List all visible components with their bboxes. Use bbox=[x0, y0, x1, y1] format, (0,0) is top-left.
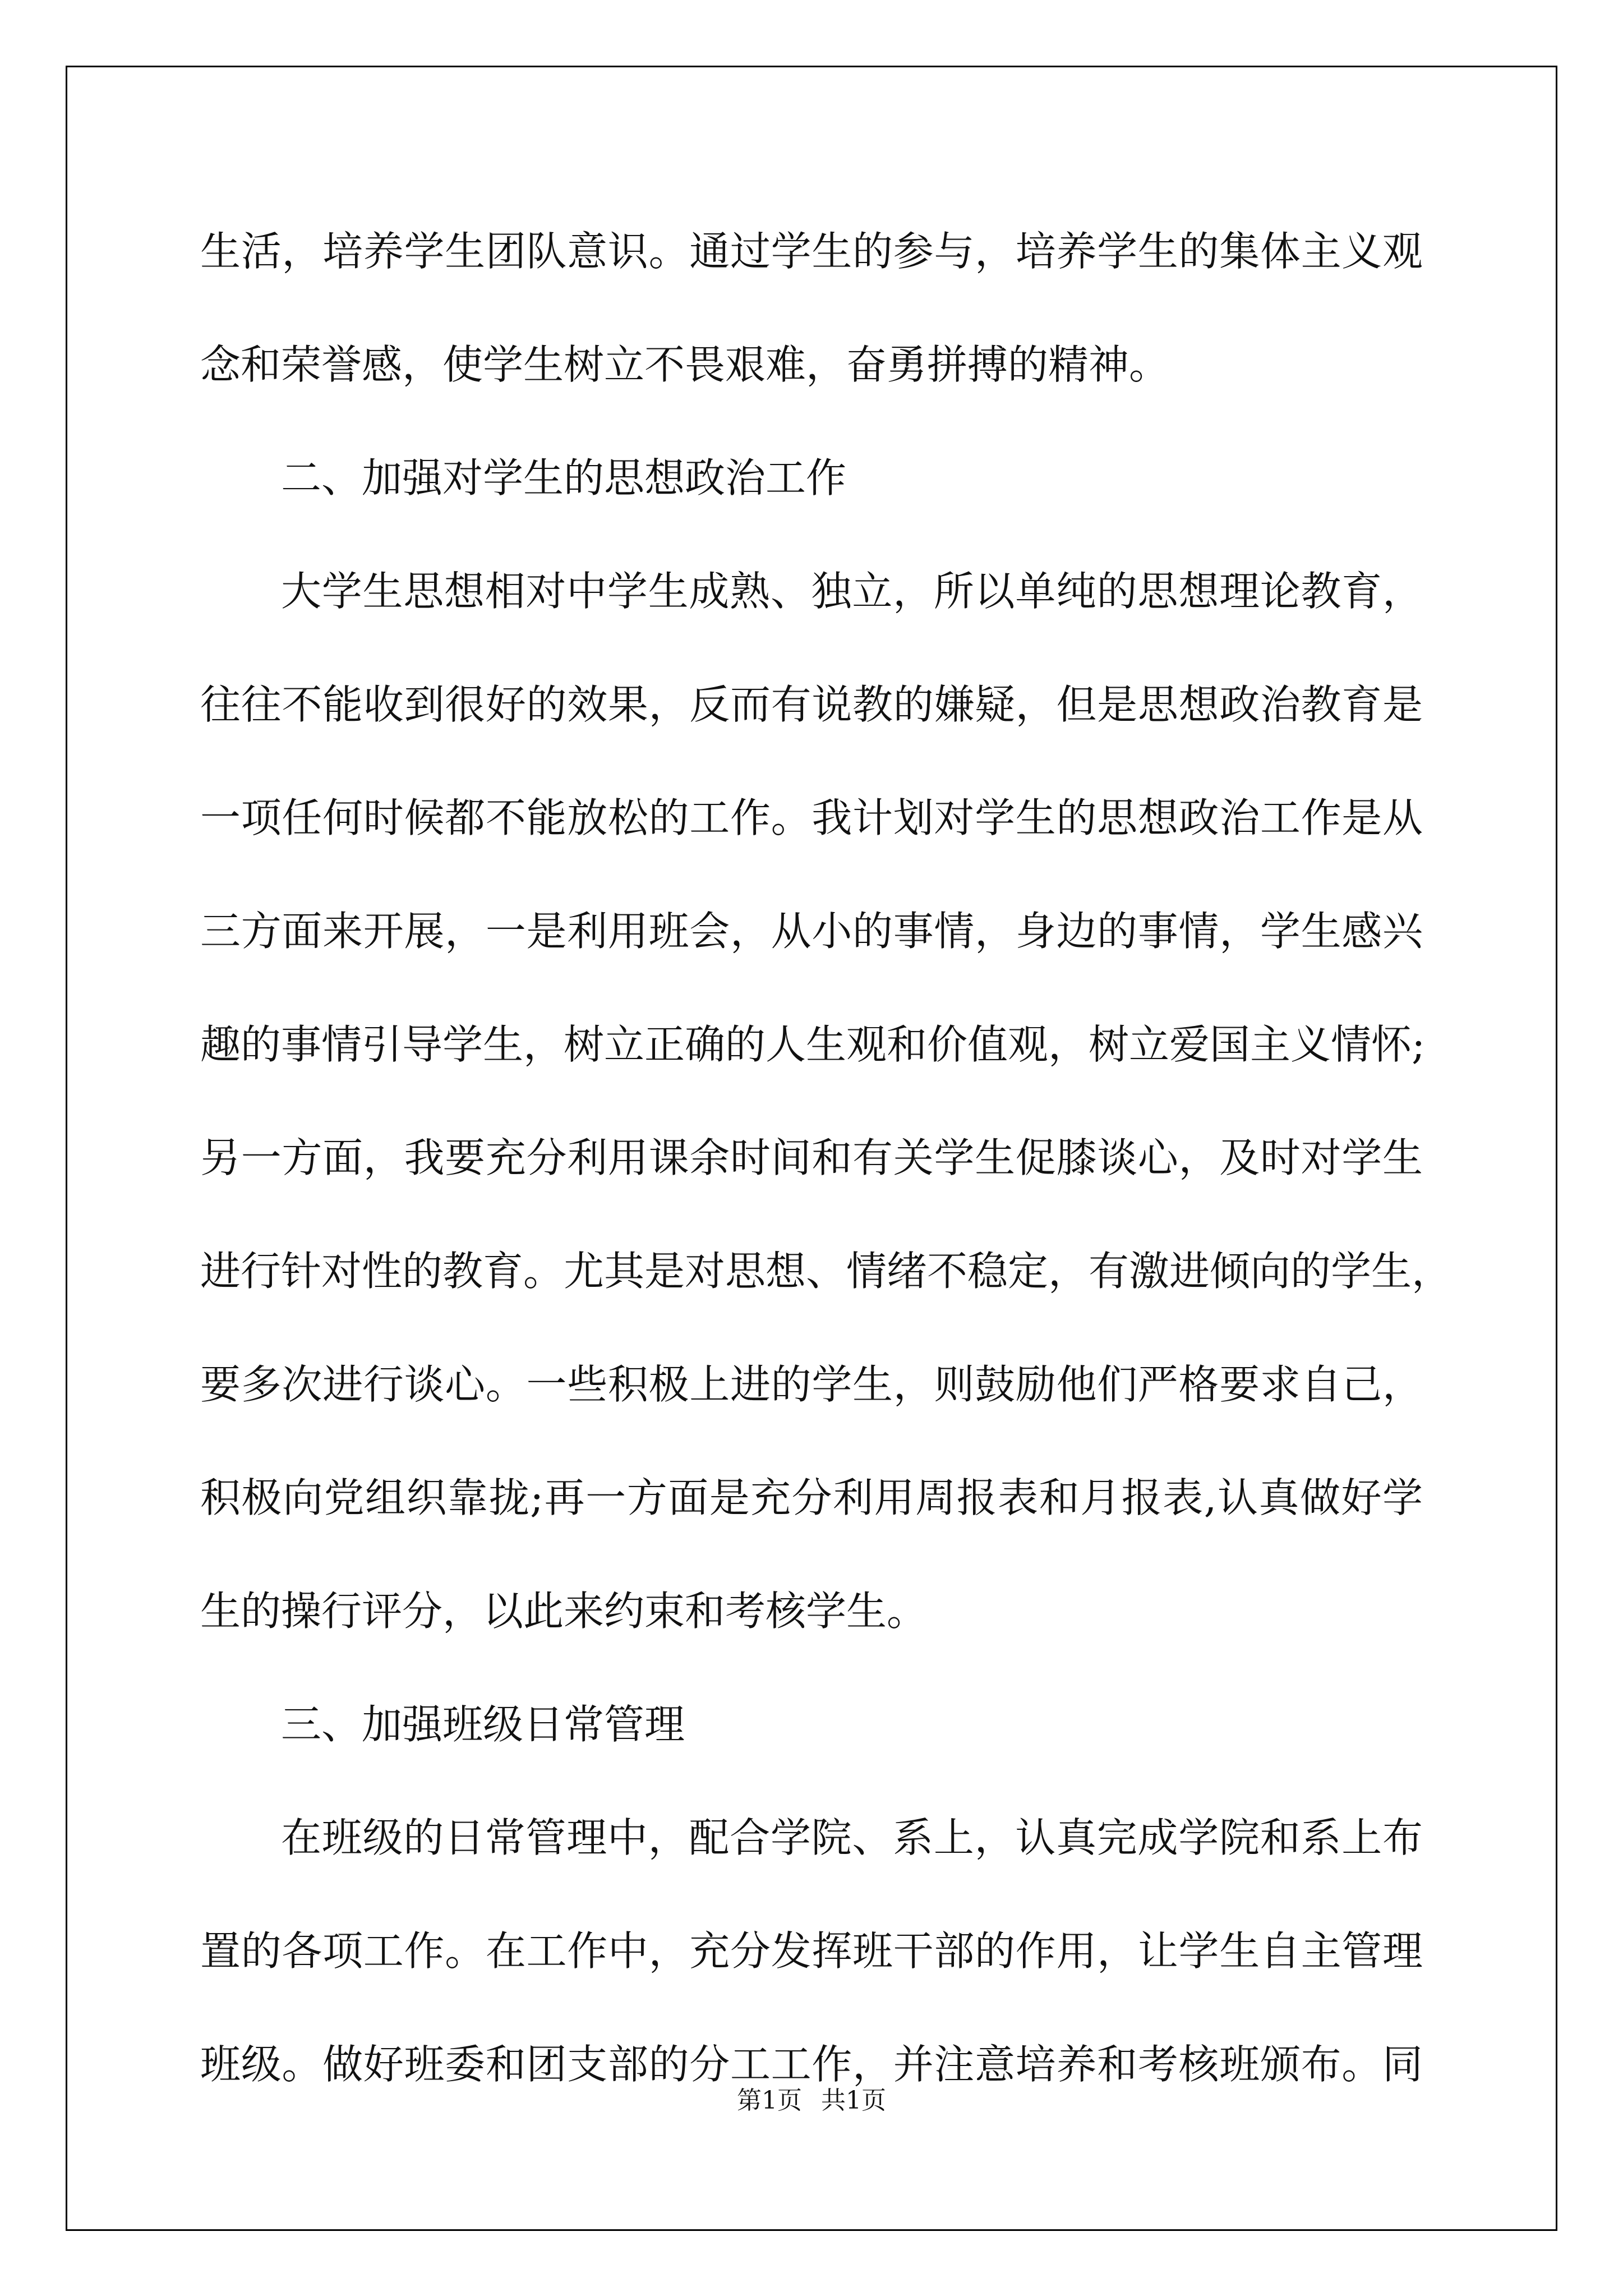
text-line: 大学生思想相对中学生成熟、独立，所以单纯的思想理论教育， bbox=[281, 568, 1423, 615]
page-footer bbox=[0, 2080, 1623, 2116]
section-heading: 三、加强班级日常管理 bbox=[281, 1701, 685, 1748]
text-line: 往往不能收到很好的效果，反而有说教的嫌疑，但是思想政治教育是 bbox=[200, 681, 1423, 728]
page-total: 共1页 bbox=[821, 2086, 886, 2115]
text-line: 在班级的日常管理中，配合学院、系上，认真完成学院和系上布 bbox=[281, 1814, 1423, 1861]
text-line: 另一方面，我要充分利用课余时间和有关学生促膝谈心，及时对学生 bbox=[200, 1134, 1423, 1181]
text-line: 要多次进行谈心。一些积极上进的学生，则鼓励他们严格要求自己， bbox=[200, 1361, 1423, 1408]
text-line: 进行针对性的教育。尤其是对思想、情绪不稳定，有激进倾向的学生， bbox=[200, 1248, 1453, 1295]
text-line: 一项任何时候都不能放松的工作。我计划对学生的思想政治工作是从 bbox=[200, 794, 1423, 841]
text-line: 趣的事情引导学生，树立正确的人生观和价值观，树立爱国主义情怀; bbox=[200, 1021, 1426, 1068]
text-line: 置的各项工作。在工作中，充分发挥班干部的作用，让学生自主管理 bbox=[200, 1927, 1423, 1975]
section-heading: 二、加强对学生的思想政治工作 bbox=[281, 454, 847, 501]
text-line: 积极向党组织靠拢;再一方面是充分利用周报表和月报表,认真做好学 bbox=[200, 1474, 1423, 1521]
text-line: 生活，培养学生团队意识。通过学生的参与，培养学生的集体主义观 bbox=[200, 228, 1423, 275]
text-line: 三方面来开展，一是利用班会，从小的事情，身边的事情，学生感兴 bbox=[200, 908, 1423, 955]
text-line: 念和荣誉感，使学生树立不畏艰难，奋勇拼搏的精神。 bbox=[200, 341, 1170, 388]
page-number: 第1页 bbox=[737, 2086, 802, 2115]
text-line: 班级。做好班委和团支部的分工工作，并注意培养和考核班颁布。同 bbox=[200, 2041, 1423, 2088]
document-body bbox=[200, 216, 1453, 2142]
text-line: 生的操行评分，以此来约束和考核学生。 bbox=[200, 1588, 928, 1635]
